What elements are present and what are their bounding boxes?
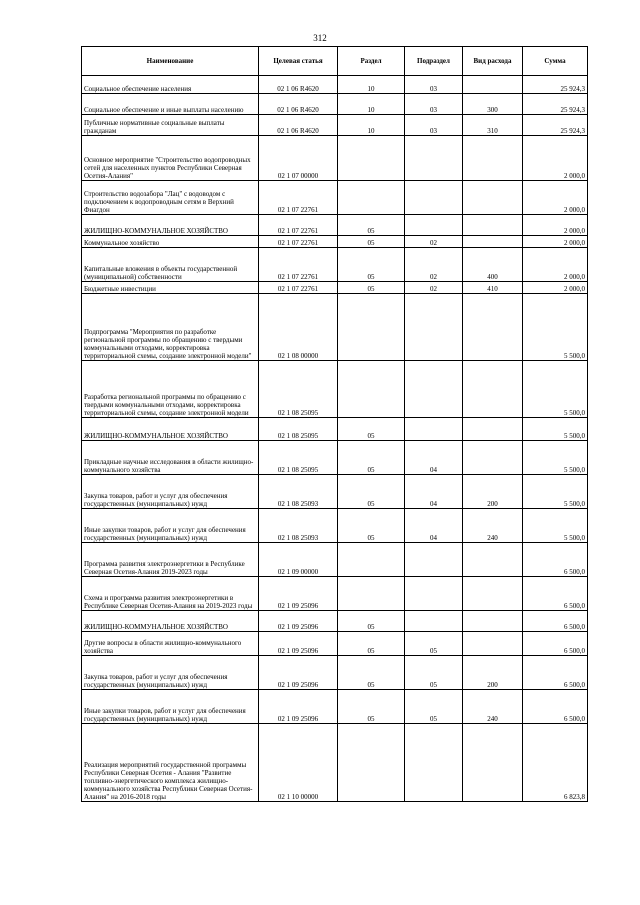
table-row [82,215,588,236]
page-number: 312 [313,33,327,43]
table-row [82,115,588,136]
cell-subsection [405,181,463,215]
cell-subsection: 02 [405,282,463,294]
table-row [82,181,588,215]
cell-expense-type [463,294,523,361]
cell-section: 10 [338,115,405,136]
cell-expense-type [463,441,523,475]
cell-subsection [405,418,463,441]
cell-expense-type [463,361,523,418]
cell-amount: 25 924,3 [523,115,588,136]
table-row [82,611,588,632]
cell-amount: 5 500,0 [523,361,588,418]
cell-amount: 6 500,0 [523,577,588,611]
cell-subsection [405,361,463,418]
table-row [82,236,588,248]
cell-amount: 6 500,0 [523,543,588,577]
cell-target: 02 1 07 00000 [259,136,338,181]
table-row [82,509,588,543]
cell-subsection: 04 [405,441,463,475]
cell-subsection: 03 [405,115,463,136]
cell-name: Реализация мероприятий государственной программы Республики Северная Осетия - Алания "Развитие топливно-энергетического комплекса жилищно-коммунального хозяйства Республики Северная Осетия-Алания" на 2016-2018 годы [82,724,259,802]
cell-name: Подпрограмма "Мероприятия по разработке региональной программы по обращению с твердыми коммунальными отходами, корректировка территориальной схемы, создание электронной модели" [82,294,259,361]
table-row [82,418,588,441]
cell-section: 05 [338,475,405,509]
cell-target: 02 1 08 25095 [259,418,338,441]
cell-section: 05 [338,215,405,236]
cell-expense-type [463,577,523,611]
cell-name: Публичные нормативные социальные выплаты гражданам [82,115,259,136]
cell-subsection [405,543,463,577]
cell-name: Прикладные научные исследования в области жилищно-коммунального хозяйства [82,441,259,475]
cell-target: 02 1 08 25093 [259,509,338,543]
budget-table [81,46,588,802]
column-header-target: Целевая статья [259,47,338,76]
cell-expense-type [463,215,523,236]
cell-target: 02 1 08 25093 [259,475,338,509]
cell-subsection: 04 [405,509,463,543]
cell-name: ЖИЛИЩНО-КОММУНАЛЬНОЕ ХОЗЯЙСТВО [82,418,259,441]
cell-expense-type: 310 [463,115,523,136]
cell-expense-type [463,181,523,215]
cell-amount: 5 500,0 [523,294,588,361]
cell-expense-type: 240 [463,509,523,543]
cell-expense-type [463,418,523,441]
cell-subsection: 05 [405,656,463,690]
cell-subsection [405,294,463,361]
cell-target: 02 1 07 22761 [259,215,338,236]
table-row [82,136,588,181]
cell-section: 05 [338,282,405,294]
cell-section: 05 [338,656,405,690]
cell-name: Закупка товаров, работ и услуг для обеспечения государственных (муниципальных) нужд [82,475,259,509]
cell-amount: 5 500,0 [523,475,588,509]
table-row [82,577,588,611]
cell-target: 02 1 08 25095 [259,441,338,475]
cell-expense-type [463,76,523,94]
cell-target: 02 1 09 25096 [259,690,338,724]
cell-name: Иные закупки товаров, работ и услуг для обеспечения государственных (муниципальных) нужд [82,509,259,543]
cell-name: ЖИЛИЩНО-КОММУНАЛЬНОЕ ХОЗЯЙСТВО [82,611,259,632]
cell-target: 02 1 08 00000 [259,294,338,361]
column-header-name: Наименование [82,47,259,76]
cell-section: 10 [338,94,405,115]
cell-target: 02 1 10 00000 [259,724,338,802]
column-header-subsection: Подраздел [405,47,463,76]
cell-name: Социальное обеспечение населения [82,76,259,94]
cell-expense-type: 400 [463,248,523,282]
cell-subsection [405,577,463,611]
cell-target: 02 1 07 22761 [259,282,338,294]
cell-name: Другие вопросы в области жилищно-коммунального хозяйства [82,632,259,656]
column-header-amount: Сумма [523,47,588,76]
table-row [82,94,588,115]
cell-amount: 2 000,0 [523,215,588,236]
cell-expense-type [463,632,523,656]
cell-section [338,181,405,215]
cell-section [338,136,405,181]
cell-target: 02 1 07 22761 [259,181,338,215]
column-header-section: Раздел [338,47,405,76]
cell-name: Разработка региональной программы по обращению с твердыми коммунальными отходами, корректировка территориальной схемы, создание электронной модели [82,361,259,418]
cell-name: ЖИЛИЩНО-КОММУНАЛЬНОЕ ХОЗЯЙСТВО [82,215,259,236]
cell-name: Коммунальное хозяйство [82,236,259,248]
table-row [82,475,588,509]
cell-target: 02 1 09 25096 [259,632,338,656]
cell-subsection: 04 [405,475,463,509]
table-row [82,76,588,94]
cell-target: 02 1 06 R4620 [259,76,338,94]
cell-expense-type [463,136,523,181]
cell-subsection: 03 [405,76,463,94]
cell-target: 02 1 09 25096 [259,611,338,632]
cell-section [338,294,405,361]
cell-subsection: 02 [405,236,463,248]
cell-target: 02 1 09 00000 [259,543,338,577]
cell-target: 02 1 07 22761 [259,236,338,248]
table-row [82,294,588,361]
cell-subsection: 03 [405,94,463,115]
cell-subsection [405,136,463,181]
cell-subsection: 05 [405,632,463,656]
table-row [82,361,588,418]
cell-amount: 6 500,0 [523,690,588,724]
cell-amount: 5 500,0 [523,418,588,441]
cell-section: 05 [338,248,405,282]
cell-amount: 2 000,0 [523,282,588,294]
cell-amount: 25 924,3 [523,76,588,94]
cell-amount: 6 823,8 [523,724,588,802]
cell-section [338,543,405,577]
table-row [82,441,588,475]
cell-amount: 6 500,0 [523,656,588,690]
cell-section [338,577,405,611]
cell-name: Иные закупки товаров, работ и услуг для обеспечения государственных (муниципальных) нужд [82,690,259,724]
cell-section: 05 [338,441,405,475]
cell-section [338,361,405,418]
table-row [82,724,588,802]
cell-section: 05 [338,690,405,724]
cell-subsection [405,724,463,802]
cell-expense-type [463,724,523,802]
cell-section: 05 [338,509,405,543]
cell-name: Основное мероприятие "Строительство водопроводных сетей для населенных пунктов Республики Северная Осетия-Алания" [82,136,259,181]
cell-target: 02 1 08 25095 [259,361,338,418]
cell-expense-type [463,611,523,632]
table-header-row [82,47,588,76]
cell-subsection: 02 [405,248,463,282]
column-header-expense-type: Вид расхода [463,47,523,76]
cell-section: 05 [338,418,405,441]
cell-amount: 2 000,0 [523,236,588,248]
cell-name: Программа развития электроэнергетики в Республике Северная Осетия-Алания 2019-2023 годы [82,543,259,577]
table-row [82,282,588,294]
cell-expense-type: 240 [463,690,523,724]
cell-expense-type: 410 [463,282,523,294]
cell-expense-type [463,236,523,248]
cell-subsection [405,215,463,236]
cell-name: Закупка товаров, работ и услуг для обеспечения государственных (муниципальных) нужд [82,656,259,690]
cell-amount: 6 500,0 [523,632,588,656]
cell-expense-type: 300 [463,94,523,115]
table-row [82,690,588,724]
table-row [82,543,588,577]
cell-target: 02 1 09 25096 [259,656,338,690]
table-body [82,76,588,802]
cell-target: 02 1 06 R4620 [259,115,338,136]
cell-amount: 6 500,0 [523,611,588,632]
cell-name: Капитальные вложения в объекты государственной (муниципальной) собственности [82,248,259,282]
cell-amount: 2 000,0 [523,181,588,215]
cell-amount: 5 500,0 [523,441,588,475]
cell-amount: 2 000,0 [523,136,588,181]
cell-name: Социальное обеспечение и иные выплаты населению [82,94,259,115]
table-row [82,632,588,656]
cell-amount: 25 924,3 [523,94,588,115]
cell-expense-type [463,543,523,577]
cell-amount: 2 000,0 [523,248,588,282]
cell-target: 02 1 06 R4620 [259,94,338,115]
cell-section [338,724,405,802]
cell-name: Схема и программа развития электроэнергетики в Республике Северная Осетия-Алания на 2019-2023 годы [82,577,259,611]
cell-name: Бюджетные инвестиции [82,282,259,294]
cell-amount: 5 500,0 [523,509,588,543]
cell-section: 10 [338,76,405,94]
cell-expense-type: 200 [463,656,523,690]
cell-target: 02 1 07 22761 [259,248,338,282]
cell-expense-type: 200 [463,475,523,509]
table-row [82,248,588,282]
cell-subsection: 05 [405,690,463,724]
cell-name: Строительство водозабора "Лац" с водоводом с подключением к водопроводным сетям в Верхний Фиагдон [82,181,259,215]
table-row [82,656,588,690]
cell-target: 02 1 09 25096 [259,577,338,611]
cell-section: 05 [338,611,405,632]
cell-subsection [405,611,463,632]
cell-section: 05 [338,236,405,248]
cell-section: 05 [338,632,405,656]
